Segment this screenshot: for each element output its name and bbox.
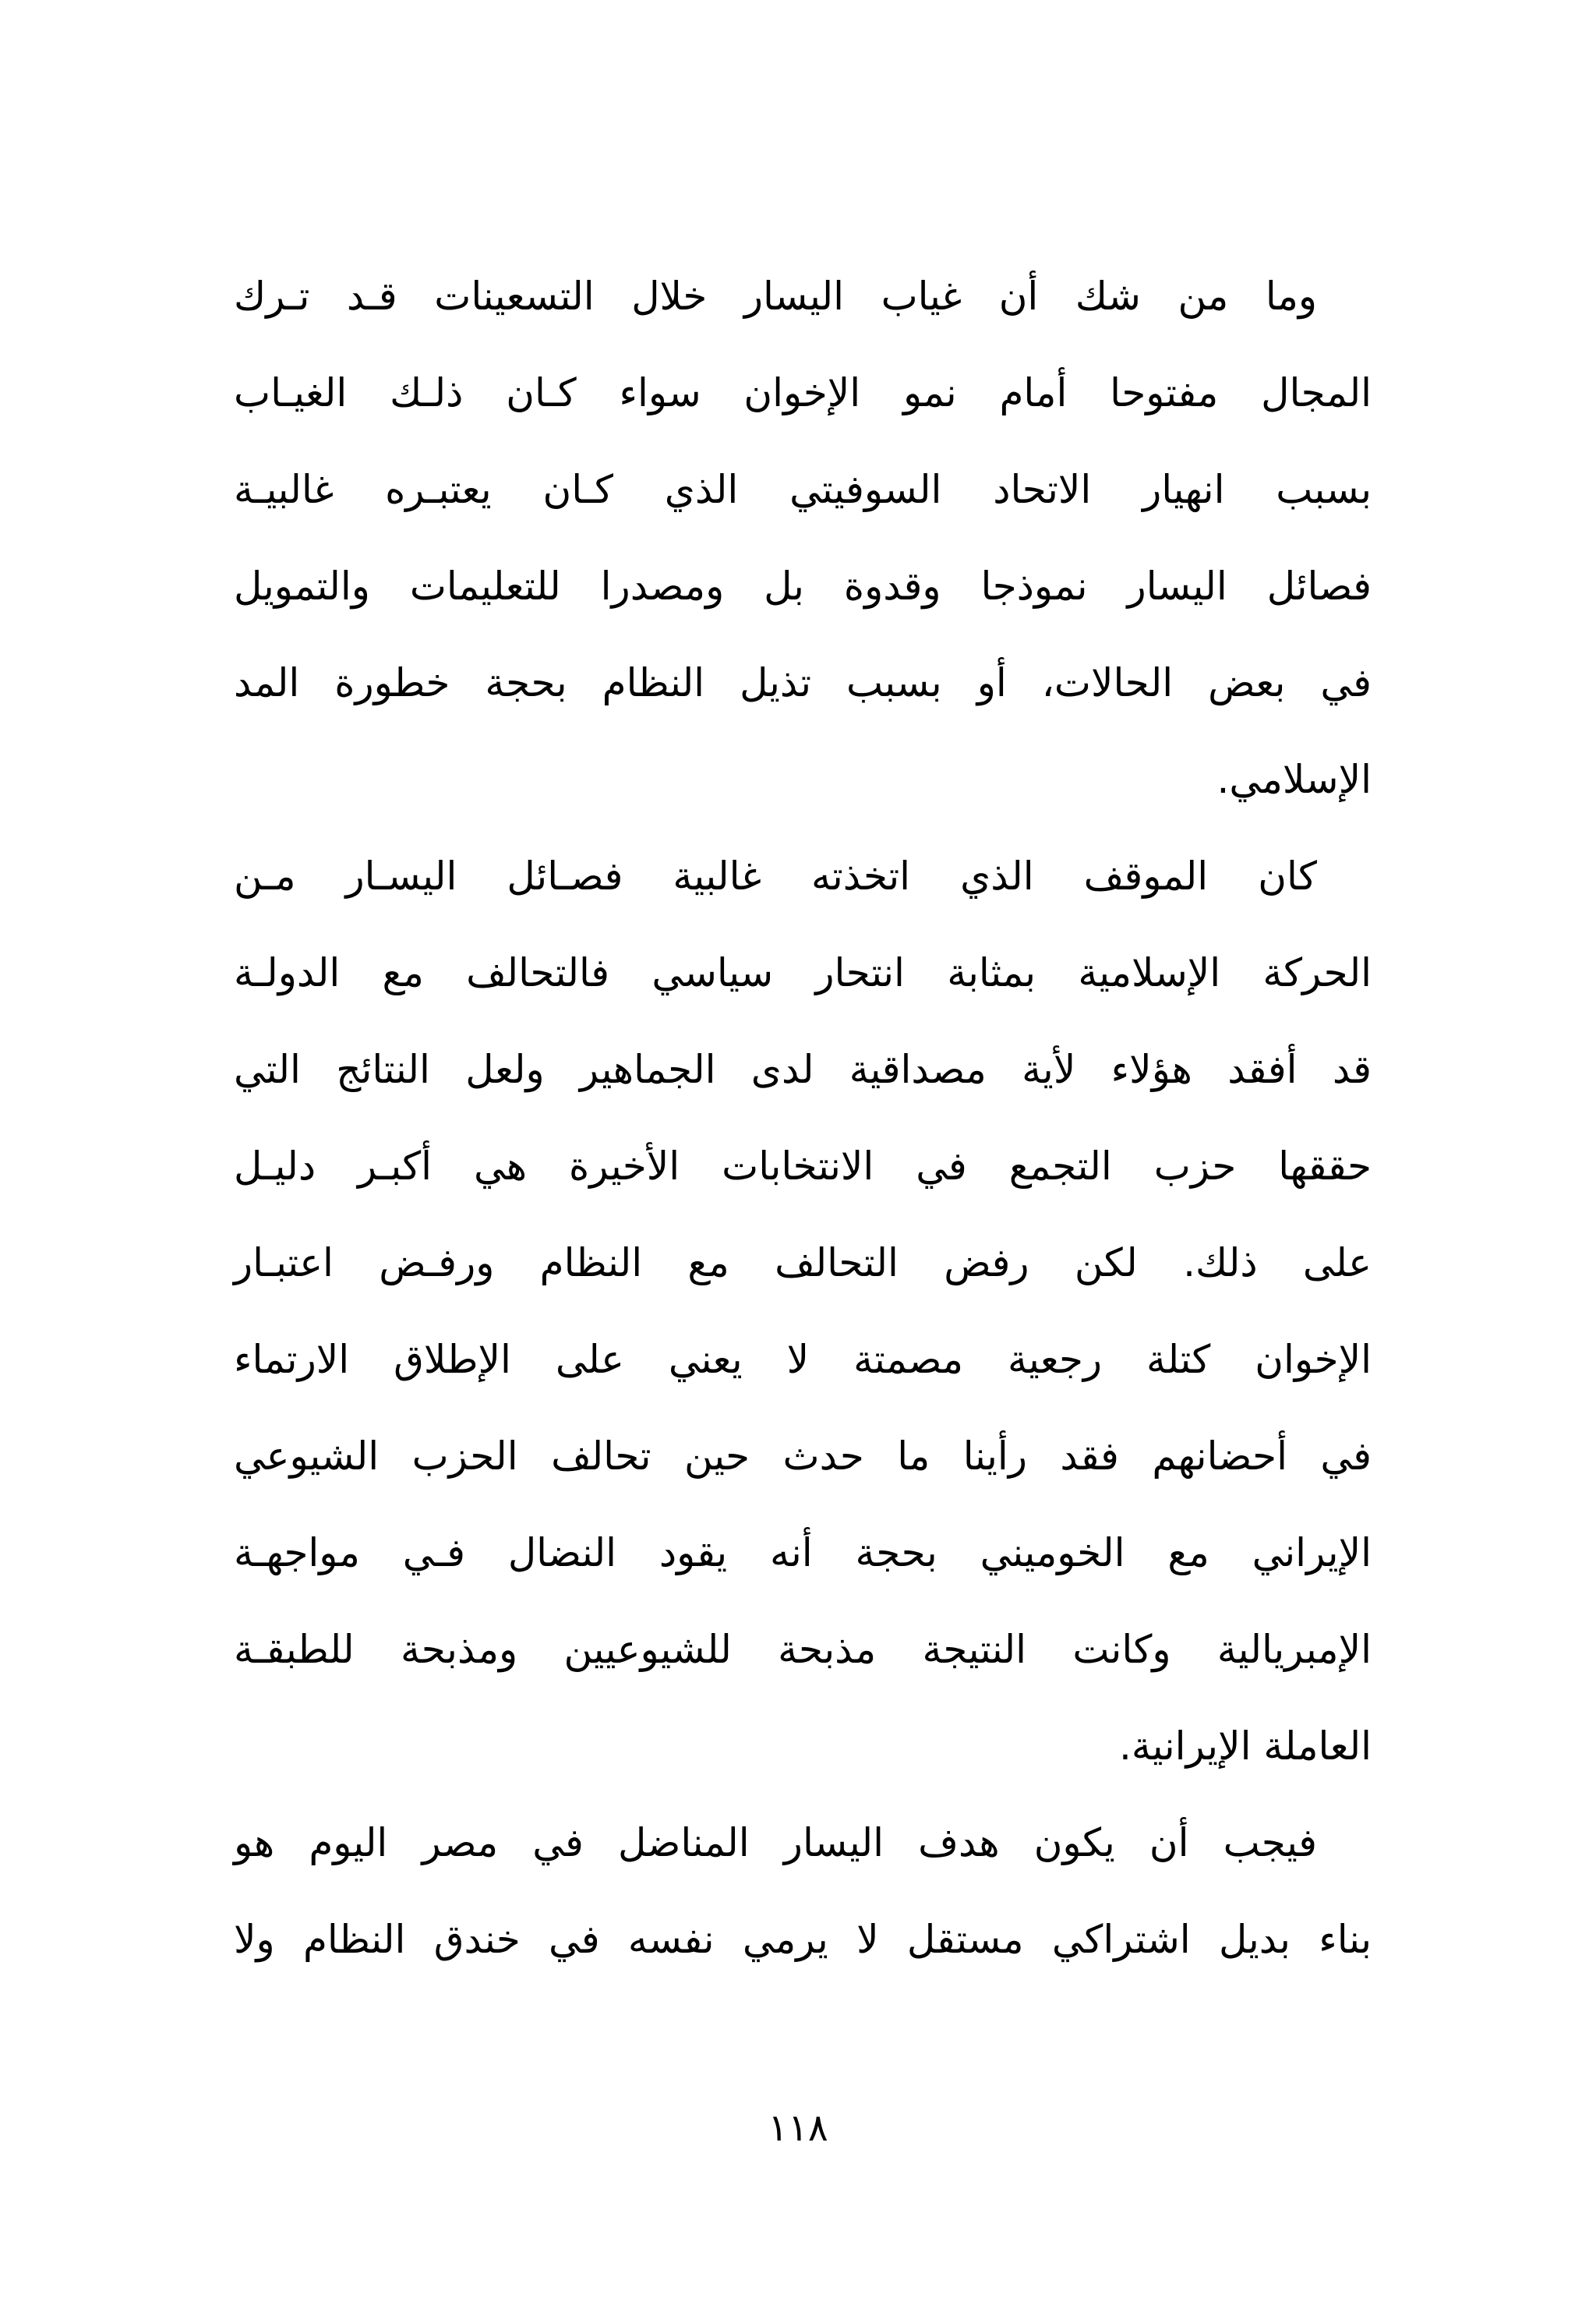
text-line: فصائل اليسار نموذجا وقدوة بل ومصدرا للتعليمات والتمويل: [234, 564, 1372, 609]
text-line: الإخوان كتلة رجعية مصمتة لا يعني على الإطلاق الارتماء: [234, 1337, 1372, 1382]
text-line: قد أفقد هؤلاء لأية مصداقية لدى الجماهير ولعل النتائج التي: [234, 1047, 1372, 1092]
text-line: الإمبريالية وكانت النتيجة مذبحة للشيوعيين ومذبحة للطبقـة: [234, 1627, 1372, 1672]
text-line: كان الموقف الذي اتخذته غالبية فصـائل اليسـار مـن: [234, 854, 1317, 899]
text-line: الإسلامي.: [1216, 757, 1372, 802]
text-line: حققها حزب التجمع في الانتخابات الأخيرة هي أكبـر دليـل: [234, 1144, 1372, 1189]
text-line: المجال مفتوحا أمام نمو الإخوان سواء كـان ذلـك الغيـاب: [234, 370, 1372, 415]
text-line: بناء بديل اشتراكي مستقل لا يرمي نفسه في خندق النظام ولا: [234, 1917, 1372, 1962]
body-text: [234, 248, 1372, 1988]
text-line: العاملة الإيرانية.: [1118, 1723, 1372, 1769]
text-line: على ذلك. لكن رفض التحالف مع النظام ورفـض اعتبـار: [234, 1240, 1372, 1285]
page-number: ١١٨: [768, 2106, 828, 2150]
text-line: في بعض الحالات، أو بسبب تذيل النظام بحجة خطورة المد: [234, 660, 1372, 705]
text-line: بسبب انهيار الاتحاد السوفيتي الذي كـان يعتبـره غالبيـة: [234, 467, 1372, 512]
text-line: وما من شك أن غياب اليسار خلال التسعينات قـد تـرك: [234, 274, 1317, 319]
text-line: الحركة الإسلامية بمثابة انتحار سياسي فالتحالف مع الدولـة: [234, 950, 1372, 995]
text-line: الإيراني مع الخوميني بحجة أنه يقود النضال فـي مواجهـة: [234, 1530, 1372, 1575]
text-line: فيجب أن يكون هدف اليسار المناضل في مصر اليوم هو: [234, 1820, 1317, 1865]
text-line: في أحضانهم فقد رأينا ما حدث حين تحالف الحزب الشيوعي: [234, 1434, 1372, 1479]
